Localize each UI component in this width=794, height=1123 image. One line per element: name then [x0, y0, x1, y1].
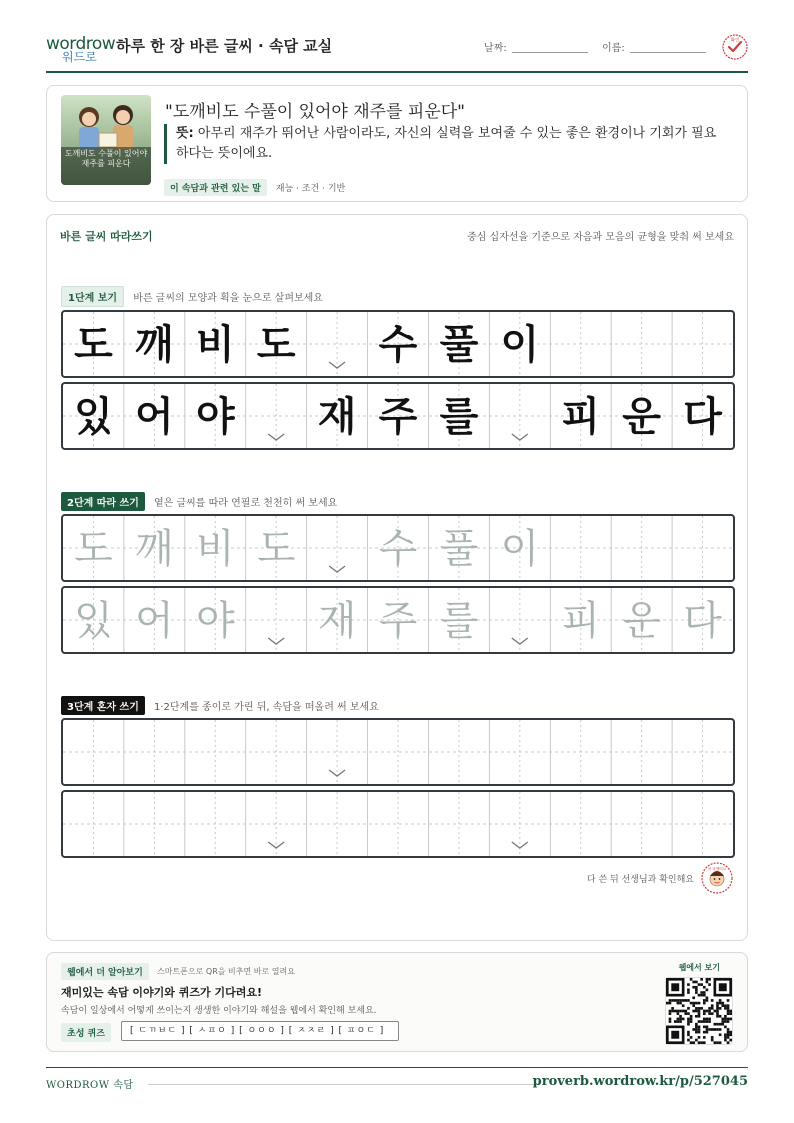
- date-label: 날짜:: [484, 43, 507, 54]
- proverb-title: "도깨비도 수풀이 있어야 재주를 피운다": [165, 102, 466, 122]
- related-words: [164, 176, 345, 192]
- grid-character: 다: [683, 598, 722, 644]
- proverb-card: [46, 85, 748, 202]
- writing-grid: [63, 588, 733, 652]
- step-2-badge: 2단계 따라 쓰기: [61, 492, 145, 511]
- grid-character: 비: [195, 322, 235, 368]
- step-2-row-2[interactable]: [61, 586, 735, 654]
- grid-character: 를: [439, 598, 479, 644]
- stamp-bottom-text: 참 잘했어요: [707, 867, 727, 871]
- page-title: 하루 한 장 바른 글씨 · 속담 교실: [116, 37, 333, 55]
- web-headline: 재미있는 속담 이야기와 퀴즈가 기다려요!: [61, 986, 262, 999]
- grid-character: 주: [378, 598, 418, 644]
- grid-character: 이: [500, 526, 540, 572]
- grid-character: 피: [561, 598, 601, 644]
- step-3-row-2[interactable]: [61, 790, 735, 858]
- stamp-text: 확인: [730, 38, 740, 44]
- grid-character: 비: [195, 526, 235, 572]
- grid-character: 도: [74, 322, 113, 368]
- qr-code[interactable]: [665, 977, 733, 1045]
- grid-character: 수: [378, 322, 418, 368]
- meaning-label: 뜻:: [176, 126, 194, 141]
- name-label: 이름:: [602, 43, 625, 54]
- footer-url[interactable]: proverb.wordrow.kr/p/527045: [532, 1074, 748, 1089]
- related-list: 재능 · 조건 · 기반: [275, 184, 346, 194]
- grid-character: 를: [439, 394, 479, 440]
- step-1-row-1: [61, 310, 735, 378]
- web-promo-box: [46, 952, 748, 1052]
- grid-character: 피: [561, 394, 601, 440]
- step-1-header: [61, 286, 323, 304]
- footer-line: [148, 1084, 538, 1085]
- grid-character: 도: [74, 526, 113, 572]
- qr-code-icon: [666, 978, 732, 1044]
- check-note: 다 쓴 뒤 선생님과 확인해요: [586, 875, 694, 885]
- grid-character: 다: [683, 394, 722, 440]
- step-1-badge: 1단계 보기: [61, 286, 124, 307]
- logo: wordrow: [46, 34, 116, 54]
- step-1-row-2: [61, 382, 735, 450]
- step-3-badge: 3단계 혼자 쓰기: [61, 696, 145, 715]
- grid-character: 어: [135, 598, 174, 644]
- header-divider: [46, 71, 748, 73]
- page-header: [46, 30, 748, 74]
- grid-character: 수: [378, 526, 418, 572]
- grid-character: 이: [500, 322, 540, 368]
- writing-grid: [63, 516, 733, 580]
- grid-character: 깨: [135, 322, 174, 368]
- step-2-row-1[interactable]: [61, 514, 735, 582]
- web-desc: 속담이 일상에서 어떻게 쓰이는지 생생한 이야기와 해설을 웹에서 확인해 보세요.: [61, 1006, 377, 1016]
- grid-character: 풀: [439, 322, 479, 368]
- grid-character: 있: [74, 598, 113, 644]
- good-job-stamp-icon: [701, 862, 733, 894]
- thumb-caption: [61, 149, 151, 169]
- grid-character: 재: [317, 598, 357, 644]
- thumb-caption-line2: 재주를 피운다: [81, 159, 131, 168]
- proverb-meaning: [164, 124, 724, 164]
- grid-character: 도: [256, 322, 296, 368]
- writing-grid: [63, 384, 733, 448]
- name-field[interactable]: [630, 52, 706, 53]
- grid-character: 깨: [135, 526, 174, 572]
- step-3-header: [61, 695, 379, 713]
- writing-grid: [63, 792, 733, 856]
- date-field[interactable]: [512, 52, 588, 53]
- grid-character: 풀: [439, 526, 479, 572]
- thumb-caption-line1: 도깨비도 수풀이 있어야: [64, 149, 148, 158]
- writing-grid: [63, 720, 733, 784]
- grid-character: 야: [195, 394, 235, 440]
- related-label: 이 속담과 관련 있는 말: [164, 179, 267, 196]
- step-3-row-1[interactable]: [61, 718, 735, 786]
- illustration-image: [61, 95, 151, 185]
- grid-character: 어: [135, 394, 174, 440]
- practice-title: 바른 글씨 따라쓰기: [60, 230, 153, 243]
- footer-brand: WORDROW 속담: [46, 1080, 134, 1091]
- step-2-header: [61, 491, 337, 509]
- grid-character: 운: [622, 598, 661, 644]
- quiz-label: 초성 퀴즈: [61, 1023, 111, 1042]
- footer-divider: [46, 1067, 748, 1068]
- check-stamp-icon: [722, 34, 748, 60]
- qr-label: 웹에서 보기: [678, 963, 720, 972]
- step-2-desc: 옅은 글씨를 따라 연필로 천천히 써 보세요: [153, 498, 338, 509]
- step-3-desc: 1·2단계를 종이로 가린 뒤, 속담을 떠올려 써 보세요: [153, 702, 379, 713]
- grid-character: 도: [256, 526, 296, 572]
- practice-hint: 중심 십자선을 기준으로 자음과 모음의 균형을 맞춰 써 보세요: [467, 232, 734, 243]
- logo-sub: 워드로: [62, 50, 97, 64]
- grid-character: 운: [622, 394, 661, 440]
- grid-character: 재: [317, 394, 357, 440]
- proverb-illustration: [61, 95, 151, 185]
- grid-character: 주: [378, 394, 418, 440]
- writing-grid: [63, 312, 733, 376]
- meaning-text: 아무리 재주가 뛰어난 사람이라도, 자신의 실력을 보여줄 수 있는 좋은 환경이나 기회가 필요하다는 뜻이에요.: [176, 126, 717, 161]
- step-1-desc: 바른 글씨의 모양과 획을 눈으로 살펴보세요: [133, 293, 323, 304]
- grid-character: 야: [195, 598, 235, 644]
- quiz-box: [ ㄷㄲㅂㄷ ] [ ㅅㅍㅇ ] [ ㅇㅇㅇ ] [ ㅈㅈㄹ ] [ ㅍㅇㄷ ]: [121, 1021, 399, 1041]
- practice-section: [46, 214, 748, 941]
- web-tag: 웹에서 더 알아보기: [61, 963, 149, 980]
- grid-character: 있: [74, 394, 113, 440]
- web-tag-desc: 스마트폰으로 QR을 비추면 바로 열려요: [157, 967, 295, 976]
